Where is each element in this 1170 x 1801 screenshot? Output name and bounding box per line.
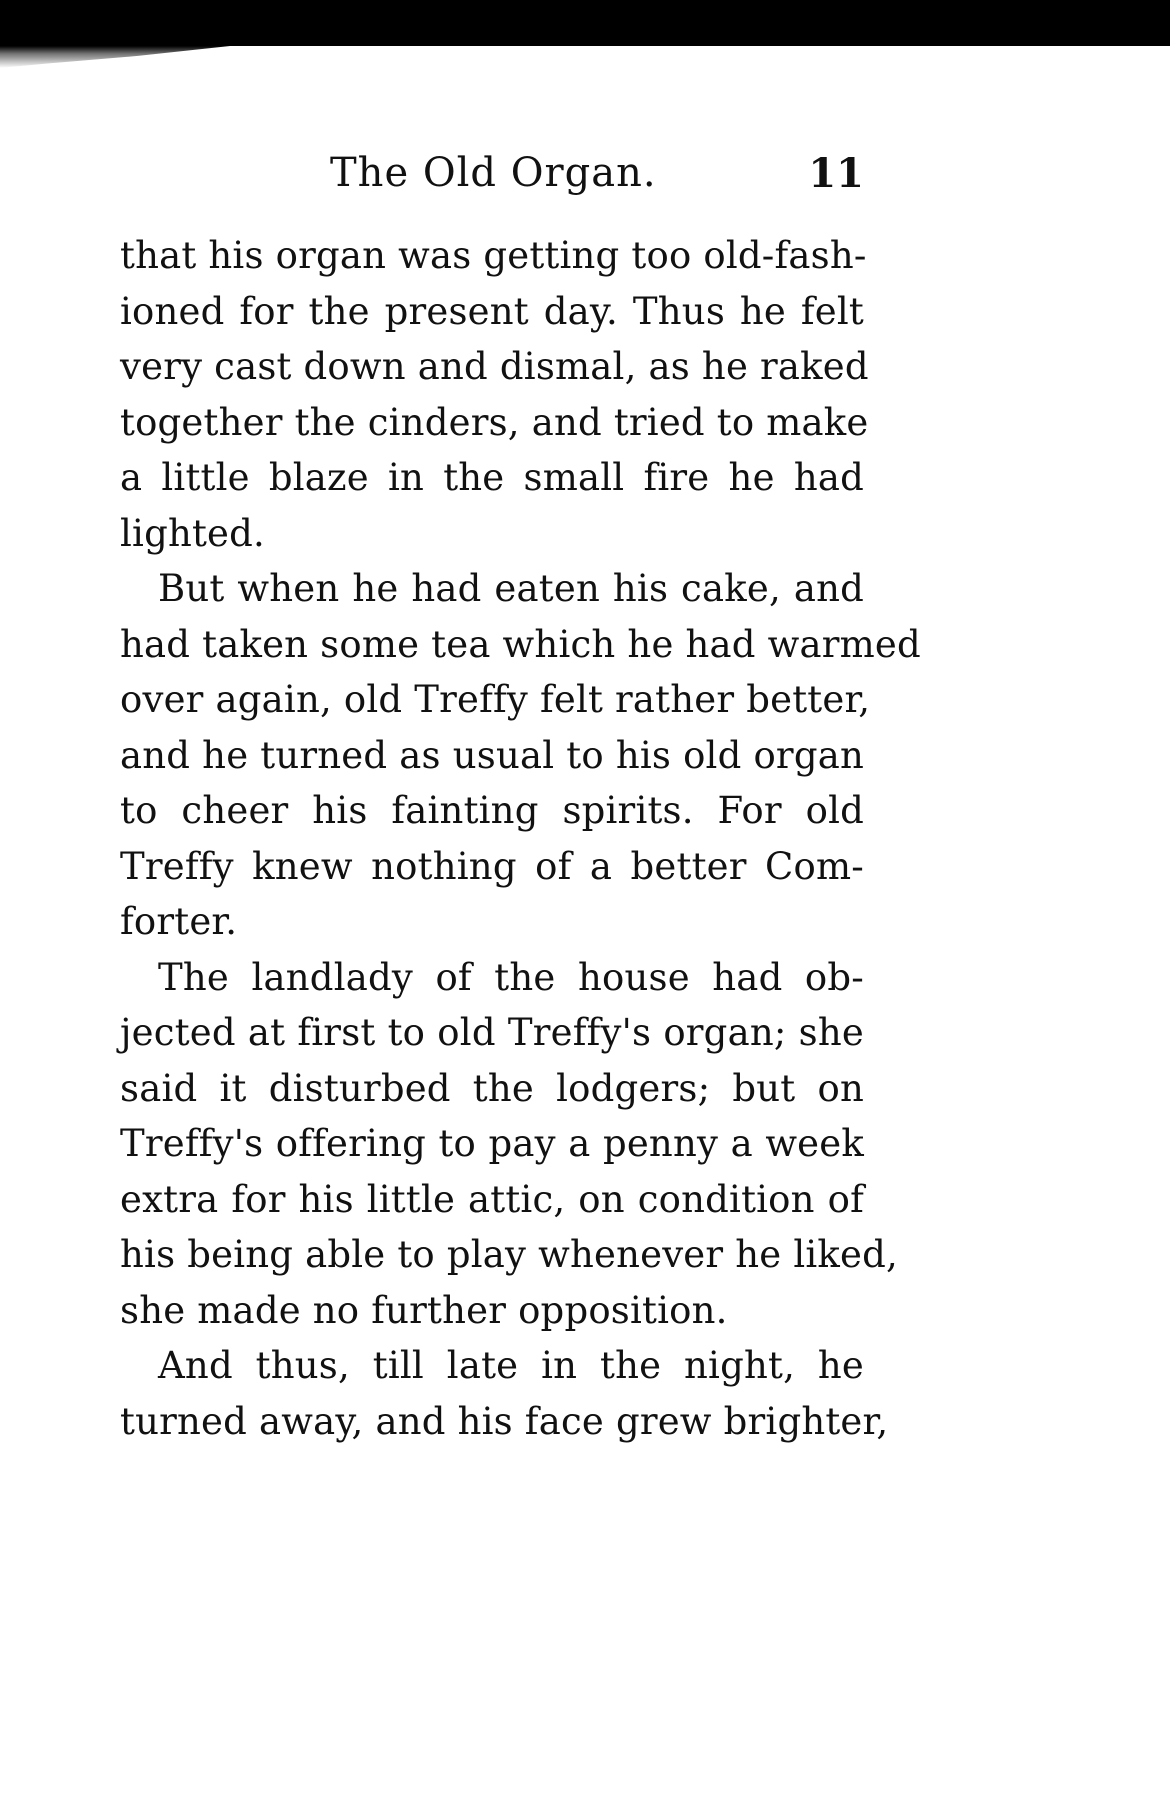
text-line: had taken some tea which he had warmed bbox=[120, 622, 921, 666]
text-line: very cast down and dismal, as he raked bbox=[120, 345, 869, 388]
running-title: The Old Organ. bbox=[330, 150, 657, 196]
text-line: to cheer his fainting spirits. For old bbox=[120, 789, 864, 832]
text-line: said it disturbed the lodgers; but on bbox=[120, 1066, 864, 1110]
text-line: Treffy knew nothing of a better Com- bbox=[120, 844, 864, 888]
page-number: 11 bbox=[808, 150, 864, 197]
text-line: But when he had eaten his cake, and bbox=[158, 567, 864, 610]
text-line: and he turned as usual to his old organ bbox=[120, 733, 864, 777]
body-text bbox=[120, 228, 921, 1449]
text-line: that his organ was getting too old-fash- bbox=[120, 234, 867, 277]
text-line: jected at first to old Treffy's organ; she bbox=[120, 1011, 864, 1054]
text-line: lighted. bbox=[120, 511, 265, 555]
page-header bbox=[120, 150, 864, 214]
text-line: The landlady of the house had ob- bbox=[158, 955, 864, 999]
text-line: she made no further opposition. bbox=[120, 1288, 728, 1332]
paragraph-3 bbox=[120, 950, 898, 1339]
text-line: forter. bbox=[120, 900, 238, 943]
text-line: extra for his little attic, on condition of bbox=[120, 1177, 864, 1221]
text-line: And thus, till late in the night, he bbox=[158, 1344, 864, 1387]
text-line: Treffy's offering to pay a penny a week bbox=[120, 1122, 864, 1165]
paragraph-2 bbox=[120, 561, 921, 950]
text-line: ioned for the present day. Thus he felt bbox=[120, 289, 864, 333]
text-line: a little blaze in the small fire he had bbox=[120, 456, 864, 499]
paragraph-4 bbox=[120, 1338, 889, 1449]
text-line: turned away, and his face grew brighter, bbox=[120, 1399, 889, 1443]
text-line: together the cinders, and tried to make bbox=[120, 400, 869, 444]
text-line: over again, old Treffy felt rather better, bbox=[120, 678, 871, 721]
text-line: his being able to play whenever he liked, bbox=[120, 1233, 898, 1276]
paragraph-1 bbox=[120, 228, 869, 561]
scan-top-border bbox=[0, 0, 1170, 46]
